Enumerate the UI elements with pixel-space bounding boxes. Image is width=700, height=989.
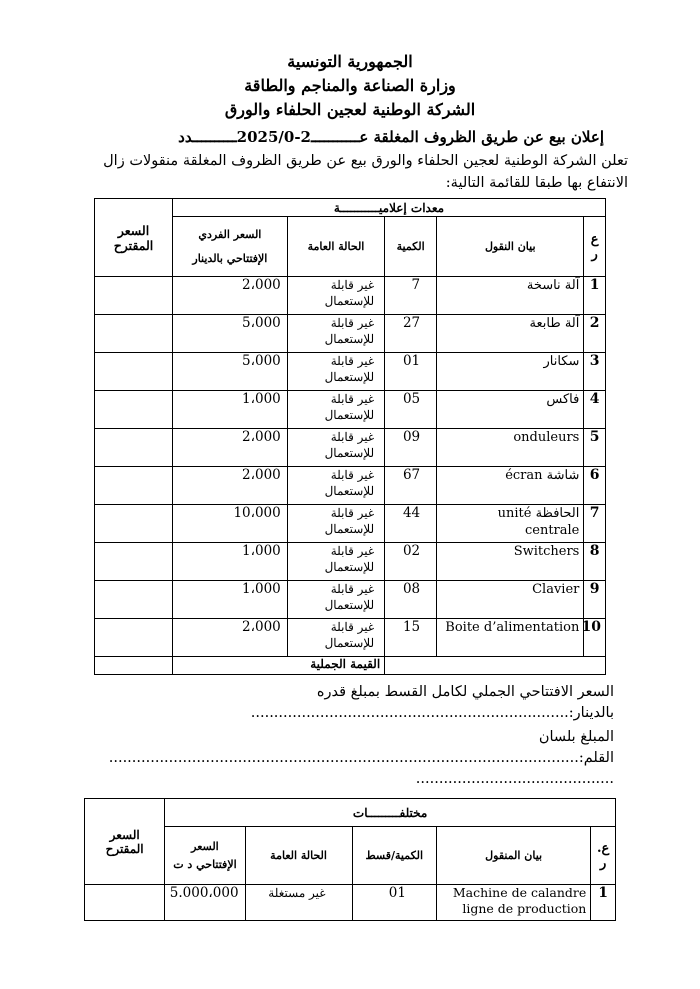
row-number: 5 bbox=[584, 429, 606, 467]
row-state: غير قابلة للإستعمال bbox=[287, 581, 384, 619]
table-row bbox=[95, 277, 606, 315]
row-proposed bbox=[95, 543, 173, 581]
row-number: 6 bbox=[584, 467, 606, 505]
row-number: 10 bbox=[584, 619, 606, 657]
offer-line-5: ........................................... bbox=[415, 771, 614, 787]
row-price-value: 5.000،000 bbox=[169, 885, 239, 901]
row-qty: 44 bbox=[385, 505, 437, 543]
row-qty: 02 bbox=[385, 543, 437, 581]
header-company: الشركة الوطنية لعجين الحلفاء والورق bbox=[224, 100, 476, 119]
table1-header-proposed: السعر المقترح bbox=[95, 199, 173, 277]
equipment-table bbox=[94, 198, 606, 675]
row-price bbox=[173, 391, 288, 429]
row-price bbox=[165, 885, 245, 921]
row-price bbox=[173, 581, 288, 619]
row-proposed bbox=[95, 429, 173, 467]
row-price bbox=[173, 429, 288, 467]
table-row bbox=[85, 885, 616, 921]
row-price bbox=[173, 619, 288, 657]
row-proposed bbox=[95, 353, 173, 391]
misc-table bbox=[84, 798, 616, 921]
table-row bbox=[95, 391, 606, 429]
row-qty: 01 bbox=[352, 885, 436, 921]
row-price-value: 5،000 bbox=[242, 353, 281, 369]
row-state: غير قابلة للإستعمال bbox=[287, 543, 384, 581]
total-label: القيمة الجملية bbox=[173, 657, 385, 675]
row-price-value: 2،000 bbox=[242, 619, 281, 635]
row-price-value: 1،000 bbox=[242, 391, 281, 407]
row-qty: 7 bbox=[385, 277, 437, 315]
row-state: غير قابلة للإستعمال bbox=[287, 467, 384, 505]
row-state: غير قابلة للإستعمال bbox=[287, 277, 384, 315]
row-number: 8 bbox=[584, 543, 606, 581]
table-row bbox=[95, 315, 606, 353]
row-number: 1 bbox=[591, 885, 616, 921]
table2-header-qty: الكمية/قسط bbox=[352, 827, 436, 885]
row-proposed bbox=[95, 619, 173, 657]
table2-header-item: بيان المنقول bbox=[436, 827, 590, 885]
row-state: غير قابلة للإستعمال bbox=[287, 391, 384, 429]
table1-header-item: بيان النقول bbox=[437, 217, 584, 277]
table-row bbox=[95, 353, 606, 391]
row-proposed bbox=[95, 467, 173, 505]
offer-line-1: السعر الافتتاحي الجملي لكامل القسط بمبلغ قدره bbox=[316, 684, 614, 700]
row-number: 3 bbox=[584, 353, 606, 391]
table1-header-qty: الكمية bbox=[385, 217, 437, 277]
row-state: غير قابلة للإستعمال bbox=[287, 353, 384, 391]
offer-line-2: بالدينار:..................................................................... bbox=[250, 705, 614, 721]
offer-line-4: القلم:...................................................................................................... bbox=[108, 750, 614, 766]
row-state: غير قابلة للإستعمال bbox=[287, 429, 384, 467]
row-qty: 27 bbox=[385, 315, 437, 353]
row-state: غير قابلة للإستعمال bbox=[287, 619, 384, 657]
row-proposed bbox=[95, 315, 173, 353]
row-price bbox=[173, 505, 288, 543]
table2-group-title: مختلفـــــــــات bbox=[165, 799, 616, 827]
row-number: 4 bbox=[584, 391, 606, 429]
table-row bbox=[95, 429, 606, 467]
row-price bbox=[173, 467, 288, 505]
row-item: onduleurs bbox=[437, 429, 584, 467]
table1-group-title: معدات إعلاميـــــــــــة bbox=[173, 199, 606, 217]
row-number: 1 bbox=[584, 277, 606, 315]
header-republic: الجمهورية التونسية bbox=[287, 52, 413, 71]
table-row bbox=[95, 581, 606, 619]
table1-header-num: ع ر bbox=[584, 217, 606, 277]
table-row bbox=[95, 543, 606, 581]
total-value bbox=[95, 657, 173, 675]
row-price-value: 5،000 bbox=[242, 315, 281, 331]
row-number: 7 bbox=[584, 505, 606, 543]
row-price-value: 2،000 bbox=[242, 277, 281, 293]
row-price-value: 1،000 bbox=[242, 581, 281, 597]
row-price-value: 2،000 bbox=[242, 429, 281, 445]
table-row bbox=[95, 467, 606, 505]
table2-header-proposed: السعر المقترح bbox=[85, 799, 165, 885]
row-item: شاشة écran bbox=[437, 467, 584, 505]
announcement-title: إعلان بيع عن طريق الظروف المغلقة عـــــــــــ2-2025/0ــــــــــدد bbox=[178, 128, 604, 146]
row-qty: 01 bbox=[385, 353, 437, 391]
row-price-value: 10،000 bbox=[233, 505, 281, 521]
table1-header-unit-price: السعر الفردي الإفتتاحي بالدينار bbox=[173, 217, 288, 277]
table-row bbox=[95, 505, 606, 543]
offer-line-3: المبلغ بلسان bbox=[538, 729, 614, 745]
table2-header-num: ع. ر bbox=[591, 827, 616, 885]
row-qty: 67 bbox=[385, 467, 437, 505]
row-proposed bbox=[95, 505, 173, 543]
row-item: Boite d’alimentation bbox=[437, 619, 584, 657]
table-row bbox=[95, 619, 606, 657]
row-proposed bbox=[95, 581, 173, 619]
row-number: 2 bbox=[584, 315, 606, 353]
row-item: آلة ناسخة bbox=[437, 277, 584, 315]
row-item: Clavier bbox=[437, 581, 584, 619]
row-proposed bbox=[85, 885, 165, 921]
intro-text: تعلن الشركة الوطنية لعجين الحلفاء والورق بيع عن طريق الظروف المغلقة منقولات زال الانتفاع بها طبقا للقائمة التالية: bbox=[103, 153, 628, 191]
row-price-value: 1،000 bbox=[242, 543, 281, 559]
row-price bbox=[173, 353, 288, 391]
row-state: غير قابلة للإستعمال bbox=[287, 315, 384, 353]
table2-header-state: الحالة العامة bbox=[245, 827, 352, 885]
row-item: الحافظة unité centrale bbox=[437, 505, 584, 543]
row-item: آلة طابعة bbox=[437, 315, 584, 353]
row-price-value: 2،000 bbox=[242, 467, 281, 483]
total-row bbox=[95, 657, 606, 675]
table2-header-opening: السعر الإفتتاحي د ت bbox=[165, 827, 245, 885]
row-item: سكانار bbox=[437, 353, 584, 391]
row-price bbox=[173, 277, 288, 315]
row-item: Machine de calandre ligne de production bbox=[436, 885, 590, 921]
row-qty: 08 bbox=[385, 581, 437, 619]
row-proposed bbox=[95, 277, 173, 315]
row-price bbox=[173, 315, 288, 353]
header-ministry: وزارة الصناعة والمناجم والطاقة bbox=[244, 76, 456, 95]
row-item: فاكس bbox=[437, 391, 584, 429]
row-price bbox=[173, 543, 288, 581]
table1-header-state: الحالة العامة bbox=[287, 217, 384, 277]
row-proposed bbox=[95, 391, 173, 429]
row-qty: 05 bbox=[385, 391, 437, 429]
row-state: غير قابلة للإستعمال bbox=[287, 505, 384, 543]
row-number: 9 bbox=[584, 581, 606, 619]
row-qty: 15 bbox=[385, 619, 437, 657]
row-qty: 09 bbox=[385, 429, 437, 467]
row-state: غير مستغلة bbox=[245, 885, 352, 921]
row-item: Switchers bbox=[437, 543, 584, 581]
